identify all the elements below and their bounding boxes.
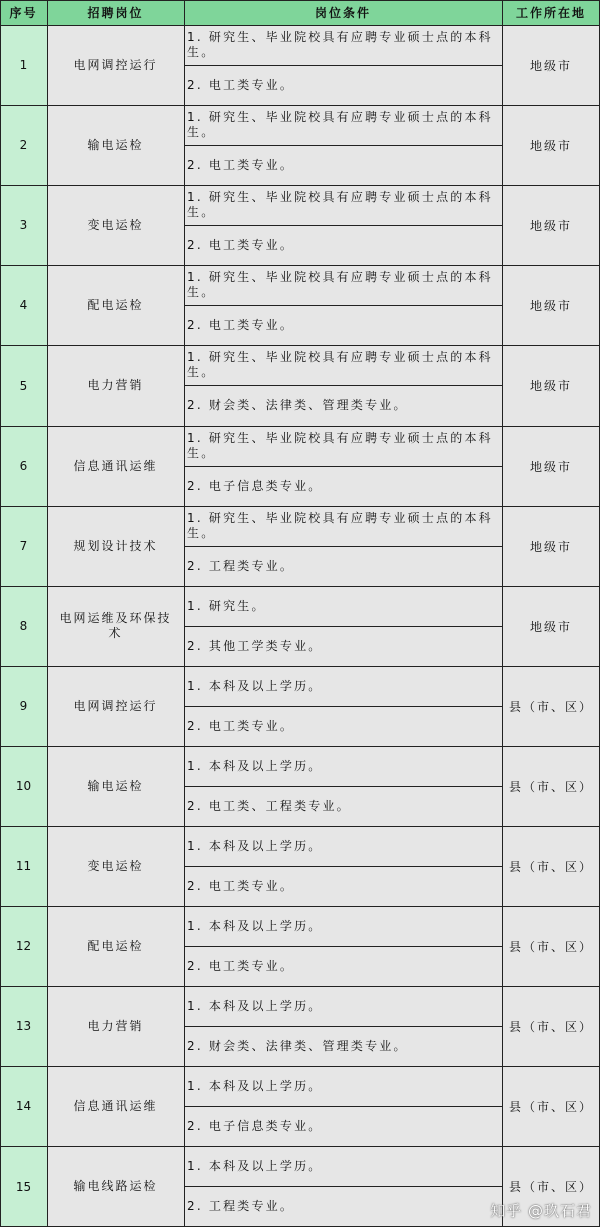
row-position: 输电运检 (47, 105, 184, 185)
row-condition-2: 2. 其他工学类专业。 (184, 626, 502, 666)
row-condition-1: 1. 本科及以上学历。 (184, 666, 502, 706)
watermark: 知乎 @玖石君 (490, 1202, 592, 1220)
row-seq: 11 (0, 826, 47, 906)
row-divider (0, 265, 600, 266)
row-divider (0, 1066, 600, 1067)
header-conditions: 岗位条件 (184, 0, 502, 25)
row-seq: 9 (0, 666, 47, 746)
row-location: 地级市 (502, 265, 600, 345)
row-seq: 7 (0, 506, 47, 586)
row-condition-2: 2. 电工类专业。 (184, 706, 502, 746)
row-seq: 5 (0, 345, 47, 426)
row-location: 地级市 (502, 345, 600, 426)
row-condition-1: 1. 本科及以上学历。 (184, 906, 502, 946)
condition-divider (184, 1106, 502, 1107)
row-condition-2: 2. 电工类、工程类专业。 (184, 786, 502, 826)
header-position: 招聘岗位 (47, 0, 184, 25)
row-condition-2: 2. 电工类专业。 (184, 225, 502, 265)
condition-divider (184, 946, 502, 947)
row-position: 电网调控运行 (47, 25, 184, 105)
row-seq: 1 (0, 25, 47, 105)
row-divider (0, 666, 600, 667)
condition-divider (184, 145, 502, 146)
row-condition-2: 2. 电工类专业。 (184, 65, 502, 105)
row-condition-1: 1. 本科及以上学历。 (184, 1146, 502, 1186)
row-condition-2: 2. 财会类、法律类、管理类专业。 (184, 1026, 502, 1066)
row-position: 电力营销 (47, 986, 184, 1066)
row-condition-2: 2. 电工类专业。 (184, 946, 502, 986)
row-position: 电网调控运行 (47, 666, 184, 746)
condition-divider (184, 385, 502, 386)
row-seq: 12 (0, 906, 47, 986)
row-seq: 10 (0, 746, 47, 826)
row-divider (0, 986, 600, 987)
row-seq: 13 (0, 986, 47, 1066)
row-location: 县（市、区） (502, 666, 600, 746)
row-divider (0, 0, 600, 1)
row-divider (0, 826, 600, 827)
header-location: 工作所在地 (502, 0, 600, 25)
condition-divider (184, 305, 502, 306)
row-location: 县（市、区） (502, 1146, 600, 1227)
row-condition-2: 2. 电子信息类专业。 (184, 1106, 502, 1146)
row-divider (0, 906, 600, 907)
row-location: 县（市、区） (502, 826, 600, 906)
row-condition-2: 2. 电工类专业。 (184, 866, 502, 906)
row-condition-2: 2. 财会类、法律类、管理类专业。 (184, 385, 502, 426)
row-condition-2: 2. 工程类专业。 (184, 546, 502, 586)
row-seq: 6 (0, 426, 47, 506)
row-condition-1: 1. 本科及以上学历。 (184, 826, 502, 866)
row-location: 地级市 (502, 25, 600, 105)
row-condition-2: 2. 电工类专业。 (184, 145, 502, 185)
row-position: 信息通讯运维 (47, 1066, 184, 1146)
row-divider (0, 25, 600, 26)
row-condition-1: 1. 本科及以上学历。 (184, 746, 502, 786)
condition-divider (184, 225, 502, 226)
row-location: 地级市 (502, 586, 600, 666)
row-location: 县（市、区） (502, 906, 600, 986)
row-divider (0, 746, 600, 747)
row-location: 地级市 (502, 506, 600, 586)
row-divider (0, 586, 600, 587)
row-condition-2: 2. 电子信息类专业。 (184, 466, 502, 506)
header-seq: 序号 (0, 0, 47, 25)
row-seq: 14 (0, 1066, 47, 1146)
row-seq: 4 (0, 265, 47, 345)
row-divider (0, 506, 600, 507)
row-condition-1: 1. 研究生、毕业院校具有应聘专业硕士点的本科生。 (184, 25, 502, 65)
condition-divider (184, 706, 502, 707)
row-position: 输电运检 (47, 746, 184, 826)
row-seq: 2 (0, 105, 47, 185)
row-location: 县（市、区） (502, 746, 600, 826)
row-condition-1: 1. 研究生、毕业院校具有应聘专业硕士点的本科生。 (184, 265, 502, 305)
condition-divider (184, 546, 502, 547)
row-position: 输电线路运检 (47, 1146, 184, 1227)
row-divider (0, 1146, 600, 1147)
row-location: 地级市 (502, 185, 600, 265)
row-position: 配电运检 (47, 265, 184, 345)
condition-divider (184, 866, 502, 867)
row-condition-1: 1. 研究生、毕业院校具有应聘专业硕士点的本科生。 (184, 506, 502, 546)
condition-divider (184, 1026, 502, 1027)
row-position: 规划设计技术 (47, 506, 184, 586)
row-condition-2: 2. 工程类专业。 (184, 1186, 502, 1227)
row-condition-1: 1. 本科及以上学历。 (184, 1066, 502, 1106)
row-condition-1: 1. 研究生、毕业院校具有应聘专业硕士点的本科生。 (184, 345, 502, 385)
condition-divider (184, 786, 502, 787)
row-location: 地级市 (502, 105, 600, 185)
row-position: 变电运检 (47, 826, 184, 906)
row-condition-1: 1. 研究生、毕业院校具有应聘专业硕士点的本科生。 (184, 426, 502, 466)
row-condition-1: 1. 研究生、毕业院校具有应聘专业硕士点的本科生。 (184, 185, 502, 225)
row-divider (0, 105, 600, 106)
row-divider (0, 426, 600, 427)
row-divider (0, 345, 600, 346)
row-condition-1: 1. 研究生、毕业院校具有应聘专业硕士点的本科生。 (184, 105, 502, 145)
row-seq: 15 (0, 1146, 47, 1227)
condition-divider (184, 1186, 502, 1187)
row-condition-1: 1. 本科及以上学历。 (184, 986, 502, 1026)
condition-divider (184, 65, 502, 66)
row-position: 变电运检 (47, 185, 184, 265)
row-condition-2: 2. 电工类专业。 (184, 305, 502, 345)
row-location: 县（市、区） (502, 1066, 600, 1146)
row-seq: 8 (0, 586, 47, 666)
row-seq: 3 (0, 185, 47, 265)
row-position: 电力营销 (47, 345, 184, 426)
row-divider (0, 185, 600, 186)
row-position: 配电运检 (47, 906, 184, 986)
row-location: 地级市 (502, 426, 600, 506)
row-position: 信息通讯运维 (47, 426, 184, 506)
row-location: 县（市、区） (502, 986, 600, 1066)
condition-divider (184, 626, 502, 627)
condition-divider (184, 466, 502, 467)
row-condition-1: 1. 研究生。 (184, 586, 502, 626)
row-position: 电网运维及环保技术 (47, 586, 184, 666)
